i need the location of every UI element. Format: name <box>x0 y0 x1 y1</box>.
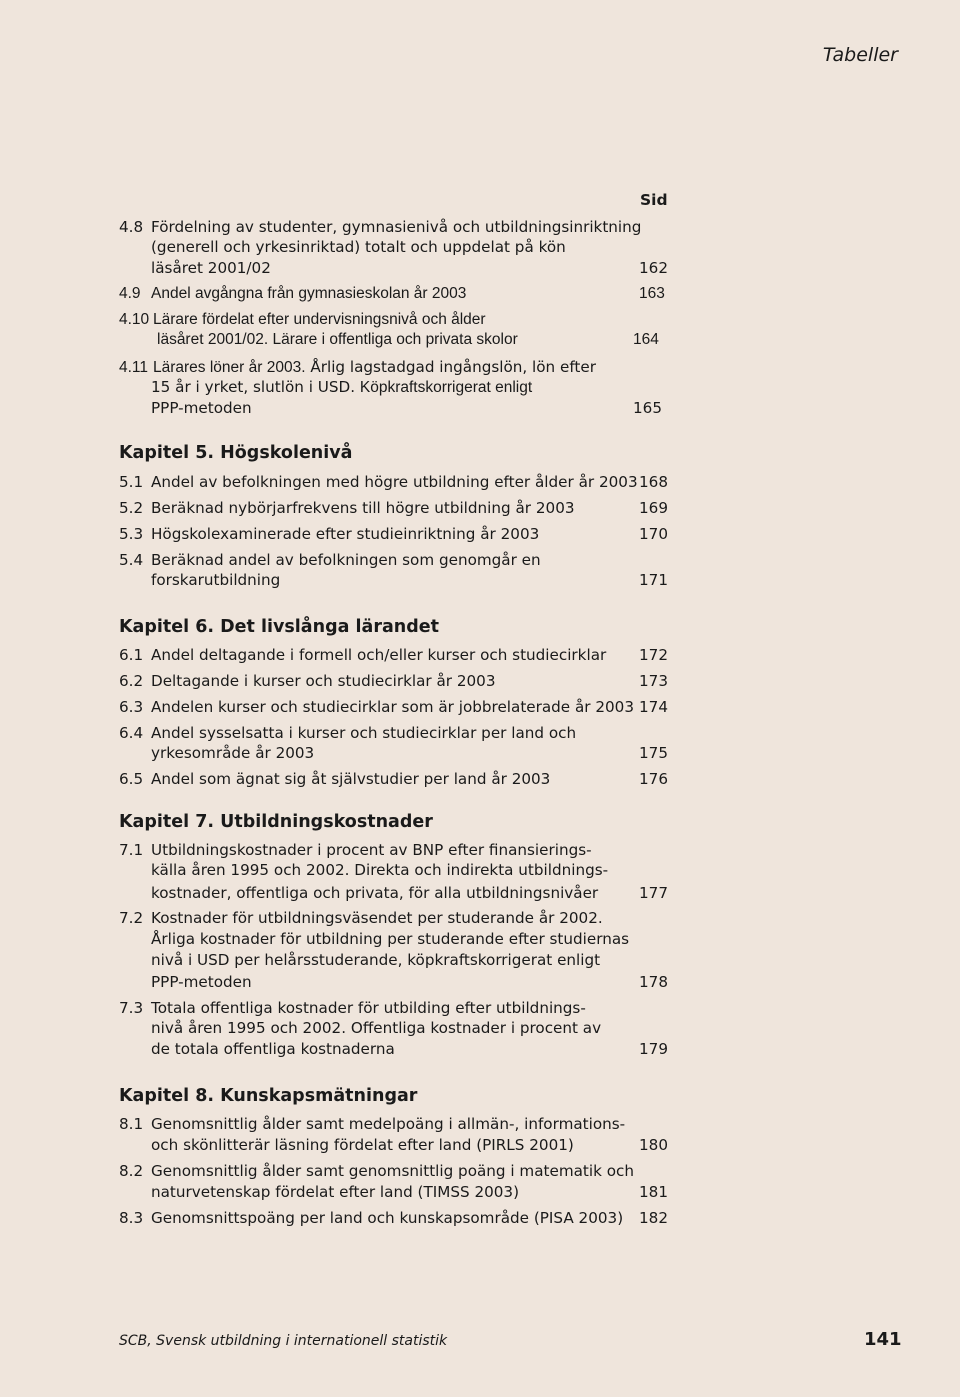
entry-text-line: läsåret 2001/02. Lärare i offentliga och privata skolor <box>157 331 518 348</box>
entry-text: Högskolexaminerade efter studieinriktning år 2003 <box>151 525 540 543</box>
entry-number: 8.3 <box>119 1209 144 1227</box>
toc-entry-6-5 <box>119 769 550 789</box>
entry-text-line: läsåret 2001/02 <box>151 259 271 277</box>
entry-number: 6.4 <box>119 724 144 742</box>
footer-publication-title: SCB, Svensk utbildning i internationell statistik <box>119 1333 448 1349</box>
entry-number: 8.2 <box>119 1162 144 1180</box>
toc-entry-5-4 <box>119 550 541 570</box>
entry-text-line: naturvetenskap fördelat efter land (TIMSS 2003) <box>151 1183 520 1201</box>
entry-number: 4.10 <box>119 311 150 328</box>
toc-entry-8-3 <box>119 1208 623 1228</box>
entry-page-number: 168 <box>639 473 668 491</box>
entry-text-line: nivå i USD per helårsstuderande, köpkraftskorrigerat enligt <box>151 951 601 969</box>
toc-entry-6-4 <box>119 723 576 743</box>
entry-page-number: 179 <box>639 1040 668 1058</box>
entry-number: 7.3 <box>119 999 144 1017</box>
entry-page-number: 178 <box>639 973 668 991</box>
entry-number: 5.1 <box>119 473 144 491</box>
entry-text-line: de totala offentliga kostnaderna <box>151 1040 395 1058</box>
entry-text: Andel deltagande i formell och/eller kurser och studiecirklar <box>151 646 607 664</box>
toc-entry-6-2 <box>119 671 496 691</box>
entry-text-line: (generell och yrkesinriktad) totalt och uppdelat på kön <box>151 238 566 256</box>
entry-page-number: 170 <box>639 525 668 543</box>
entry-page-number: 182 <box>639 1209 668 1227</box>
toc-entry-4-11 <box>119 357 596 378</box>
entry-number: 5.3 <box>119 525 144 543</box>
toc-entry-7-2 <box>119 908 603 928</box>
entry-number: 7.2 <box>119 909 144 927</box>
entry-page-number: 171 <box>639 571 668 589</box>
entry-text: Genomsnittlig ålder samt genomsnittlig poäng i matematik och <box>151 1162 634 1180</box>
entry-text-line: nivå åren 1995 och 2002. Offentliga kostnader i procent av <box>151 1019 602 1037</box>
entry-text: Lärares löner år 2003. <box>153 359 306 376</box>
entry-number: 4.8 <box>119 218 144 236</box>
entry-text: Utbildningskostnader i procent av BNP efter finansierings- <box>151 841 592 859</box>
entry-number: 6.3 <box>119 698 144 716</box>
toc-entry-7-3 <box>119 998 586 1018</box>
entry-text-line: PPP-metoden <box>151 399 252 417</box>
entry-number: 4.11 <box>119 359 149 376</box>
entry-page-number: 164 <box>633 331 659 348</box>
entry-text: Andel avgångna från gymnasieskolan år 2003 <box>151 285 467 302</box>
entry-text: Beräknad nybörjarfrekvens till högre utbildning år 2003 <box>151 499 575 517</box>
entry-number: 6.2 <box>119 672 144 690</box>
entry-text-line: yrkesområde år 2003 <box>151 744 315 762</box>
entry-text-line <box>151 377 532 398</box>
entry-text-line: källa åren 1995 och 2002. Direkta och indirekta utbildnings- <box>151 861 609 879</box>
entry-page-number: 176 <box>639 770 668 788</box>
toc-entry-5-1 <box>119 472 638 492</box>
page-column-header: Sid <box>640 191 668 209</box>
entry-text-line: och skönlitterär läsning fördelat efter land (PIRLS 2001) <box>151 1136 574 1154</box>
entry-text: Deltagande i kurser och studiecirklar år 2003 <box>151 672 496 690</box>
toc-entry-8-1 <box>119 1114 625 1134</box>
toc-entry-8-2 <box>119 1161 634 1181</box>
entry-text-line: kostnader, offentliga och privata, för alla utbildningsnivåer <box>151 884 599 902</box>
chapter-heading-5: Kapitel 5. Högskolenivå <box>119 443 353 463</box>
entry-text: Andel av befolkningen med högre utbildning efter ålder år 2003 <box>151 473 638 491</box>
entry-number: 4.9 <box>119 285 141 302</box>
entry-page-number: 169 <box>639 499 668 517</box>
entry-number: 5.2 <box>119 499 144 517</box>
entry-text: Genomsnittlig ålder samt medelpoäng i allmän-, informations- <box>151 1115 626 1133</box>
entry-text-line: PPP-metoden <box>151 973 252 991</box>
entry-number: 6.1 <box>119 646 144 664</box>
entry-text: Totala offentliga kostnader för utbilding efter utbildnings- <box>151 999 586 1017</box>
entry-text: Fördelning av studenter, gymnasienivå och utbildningsinriktning <box>151 218 642 236</box>
entry-text: 15 år i yrket, slutlön i USD. <box>151 378 356 396</box>
footer-page-number: 141 <box>864 1329 902 1350</box>
chapter-heading-6: Kapitel 6. Det livslånga lärandet <box>119 617 439 637</box>
running-header-title: Tabeller <box>822 44 898 66</box>
entry-text: Andel sysselsatta i kurser och studiecirklar per land och <box>151 724 577 742</box>
entry-page-number: 174 <box>639 698 668 716</box>
entry-page-number: 181 <box>639 1183 668 1201</box>
entry-page-number: 175 <box>639 744 668 762</box>
entry-text: Kostnader för utbildningsväsendet per studerande år 2002. <box>151 909 603 927</box>
entry-page-number: 165 <box>633 399 662 417</box>
toc-entry-5-2 <box>119 498 575 518</box>
entry-page-number: 173 <box>639 672 668 690</box>
entry-number: 7.1 <box>119 841 144 859</box>
entry-page-number: 172 <box>639 646 668 664</box>
toc-entry-6-3 <box>119 697 634 717</box>
toc-entry-7-1 <box>119 840 592 860</box>
toc-entry-4-9 <box>119 284 466 304</box>
entry-text: Köpkraftskorrigerat enligt <box>359 379 533 396</box>
chapter-heading-7: Kapitel 7. Utbildningskostnader <box>119 812 433 832</box>
entry-page-number: 177 <box>639 884 668 902</box>
toc-entry-5-3 <box>119 524 539 544</box>
toc-entry-4-8 <box>119 217 641 237</box>
entry-text: Lärare fördelat efter undervisningsnivå och ålder <box>153 311 486 328</box>
entry-number: 6.5 <box>119 770 144 788</box>
chapter-heading-8: Kapitel 8. Kunskapsmätningar <box>119 1086 418 1106</box>
entry-page-number: 180 <box>639 1136 668 1154</box>
entry-text-line: forskarutbildning <box>151 571 281 589</box>
entry-page-number: 163 <box>639 285 665 302</box>
entry-text: Andelen kurser och studiecirklar som är jobbrelaterade år 2003 <box>151 698 635 716</box>
entry-text: Genomsnittspoäng per land och kunskapsområde (PISA 2003) <box>151 1209 624 1227</box>
entry-text-line: Årliga kostnader för utbildning per studerande efter studiernas <box>151 930 630 948</box>
entry-number: 5.4 <box>119 551 144 569</box>
toc-entry-4-10 <box>119 310 486 330</box>
entry-number: 8.1 <box>119 1115 144 1133</box>
toc-entry-6-1 <box>119 645 606 665</box>
entry-text: Beräknad andel av befolkningen som genomgår en <box>151 551 541 569</box>
entry-page-number: 162 <box>639 259 668 277</box>
entry-text: Andel som ägnat sig åt självstudier per land år 2003 <box>151 770 551 788</box>
entry-text: Årlig lagstadgad ingångslön, lön efter <box>310 358 596 376</box>
